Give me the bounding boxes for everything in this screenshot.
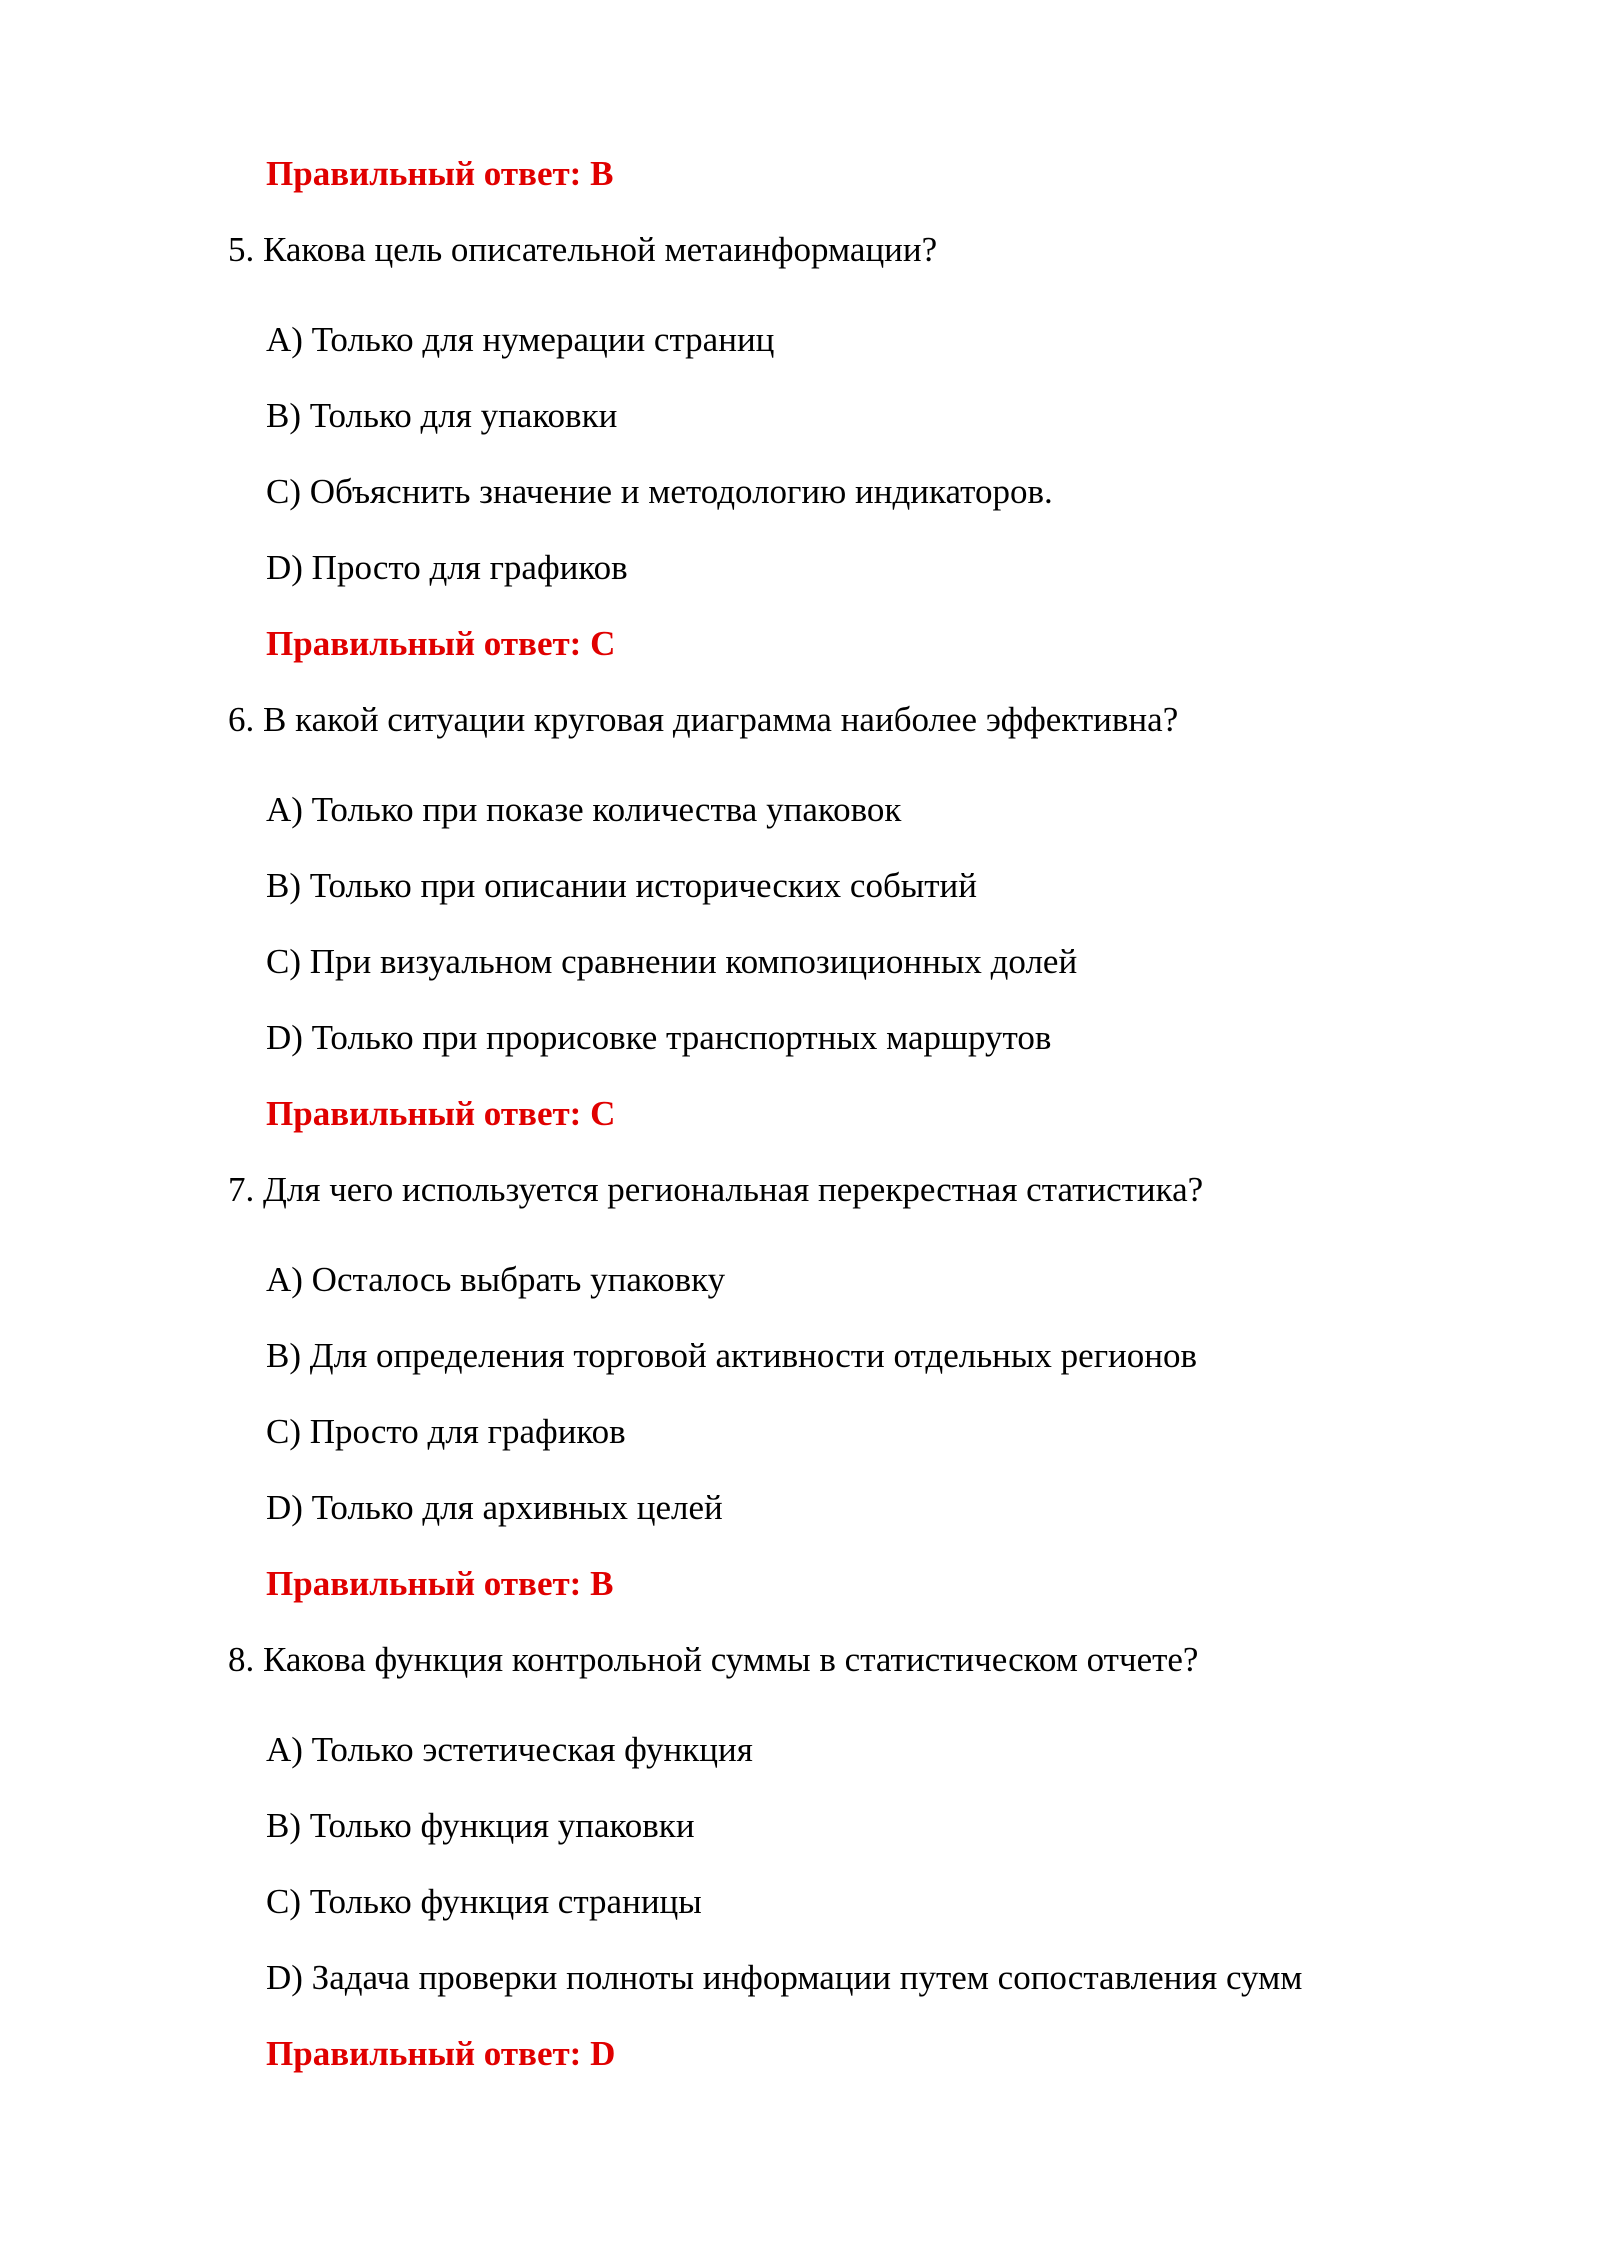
question-text: В какой ситуации круговая диаграмма наиболее эффективна? — [263, 700, 1179, 739]
option-q8-c: C) Только функция страницы — [266, 1882, 702, 1921]
option-q6-d: D) Только при прорисовке транспортных маршрутов — [266, 1018, 1052, 1057]
question-number: 7. — [228, 1170, 255, 1209]
answer-q8 — [266, 2032, 615, 2076]
answer-letter: D — [590, 2034, 616, 2073]
option-q8-d: D) Задача проверки полноты информации путем сопоставления сумм — [266, 1958, 1303, 1997]
answer-label: Правильный ответ: — [266, 1564, 582, 1603]
answer-q6 — [266, 1092, 615, 1136]
answer-letter: C — [590, 624, 616, 663]
answer-letter: B — [590, 154, 614, 193]
question-5 — [228, 228, 937, 272]
question-7 — [228, 1168, 1203, 1212]
answer-label: Правильный ответ: — [266, 2034, 582, 2073]
option-q6-a: A) Только при показе количества упаковок — [266, 790, 902, 829]
question-text: Какова цель описательной метаинформации? — [263, 230, 938, 269]
answer-label: Правильный ответ: — [266, 624, 582, 663]
option-q5-c: C) Объяснить значение и методологию индикаторов. — [266, 472, 1053, 511]
question-8 — [228, 1638, 1198, 1682]
answer-letter: B — [590, 1564, 614, 1603]
option-q5-a: A) Только для нумерации страниц — [266, 320, 775, 359]
option-q7-d: D) Только для архивных целей — [266, 1488, 723, 1527]
answer-q5 — [266, 622, 615, 666]
answer-label: Правильный ответ: — [266, 1094, 582, 1133]
question-number: 6. — [228, 700, 255, 739]
question-6 — [228, 698, 1178, 742]
option-q5-b: B) Только для упаковки — [266, 396, 618, 435]
answer-letter: C — [590, 1094, 616, 1133]
question-number: 8. — [228, 1640, 255, 1679]
option-q7-b: B) Для определения торговой активности отдельных регионов — [266, 1336, 1198, 1375]
option-q7-c: C) Просто для графиков — [266, 1412, 626, 1451]
answer-q4 — [266, 152, 613, 196]
option-q6-b: B) Только при описании исторических событий — [266, 866, 978, 905]
option-q8-b: B) Только функция упаковки — [266, 1806, 695, 1845]
question-number: 5. — [228, 230, 255, 269]
question-text: Для чего используется региональная перекрестная статистика? — [263, 1170, 1204, 1209]
option-q5-d: D) Просто для графиков — [266, 548, 628, 587]
answer-label: Правильный ответ: — [266, 154, 582, 193]
answer-q7 — [266, 1562, 613, 1606]
question-text: Какова функция контрольной суммы в статистическом отчете? — [263, 1640, 1199, 1679]
option-q8-a: A) Только эстетическая функция — [266, 1730, 753, 1769]
option-q7-a: A) Осталось выбрать упаковку — [266, 1260, 726, 1299]
option-q6-c: C) При визуальном сравнении композиционных долей — [266, 942, 1078, 981]
